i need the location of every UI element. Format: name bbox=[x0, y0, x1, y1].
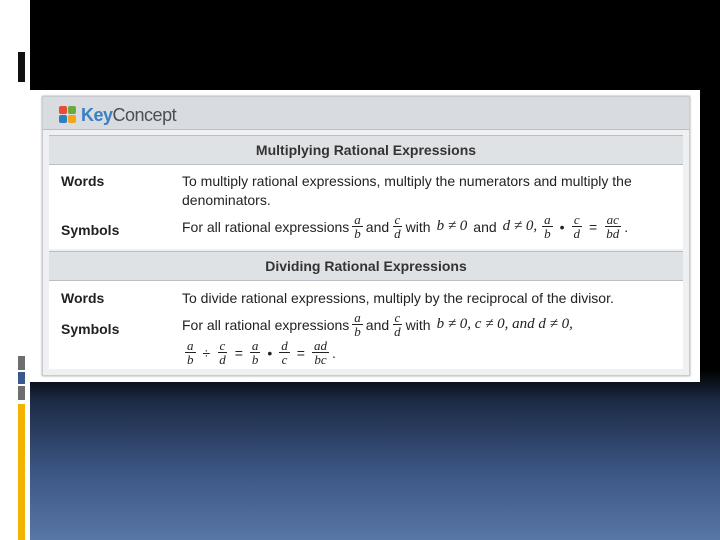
fraction: $\frac{a}{b}$ bbox=[187, 338, 194, 367]
symbols-label: Symbols bbox=[61, 321, 120, 337]
fraction: $\frac{c}{d}$ bbox=[394, 310, 401, 339]
fraction: $\frac{a}{b}$ bbox=[544, 212, 551, 241]
decorative-bar bbox=[18, 386, 25, 400]
brand-title: KeyConcept bbox=[81, 105, 177, 125]
fraction: $\frac{a}{b}$ bbox=[251, 338, 259, 367]
words-text: To multiply rational expressions, multiply the numerators and multiply the denominators. bbox=[182, 173, 632, 208]
fraction: $\frac{a}{b}$ bbox=[354, 212, 361, 241]
symbols-expression: $\frac{a}{b}$ ÷ $\frac{c}{d}$ = $\frac{a}{b}$ • $\frac{d}{c}$ = $\frac{ad}{bc}$ . bbox=[187, 338, 336, 367]
decorative-bar bbox=[18, 372, 25, 384]
symbols-label: Symbols bbox=[61, 222, 120, 238]
fraction: $\frac{c}{d}$ bbox=[573, 212, 581, 241]
section-body-multiplying bbox=[49, 165, 683, 249]
fraction: $\frac{c}{d}$ bbox=[219, 338, 226, 367]
decorative-bar bbox=[18, 356, 25, 370]
section-title-multiplying: Multiplying Rational Expressions bbox=[49, 135, 683, 165]
fraction: $\frac{a}{b}$ bbox=[354, 310, 361, 339]
slide-image bbox=[30, 90, 700, 382]
section-title-dividing: Dividing Rational Expressions bbox=[49, 251, 683, 281]
fraction: $\frac{ac}{bd}$ bbox=[606, 212, 620, 241]
symbols-condition: For all rational expressions $\frac{a}{b}$ and $\frac{c}{d}$ with b ≠ 0, c ≠ 0, and d ≠ 0, bbox=[182, 310, 573, 339]
left-margin-strip bbox=[0, 0, 30, 540]
decorative-bar bbox=[18, 52, 25, 82]
symbols-expression: For all rational expressions $\frac{a}{b}$ and $\frac{c}{d}$ with b ≠ 0 and d ≠ 0, $\frac{a}{b}$ • $\frac{c}{d}$ = $\frac{ac}{bd}$ . bbox=[182, 212, 629, 241]
key-concept-card bbox=[42, 96, 690, 376]
decorative-bar bbox=[18, 404, 25, 540]
words-text: To divide rational expressions, multiply by the reciprocal of the divisor. bbox=[182, 290, 614, 306]
words-label: Words bbox=[61, 173, 105, 189]
fraction: $\frac{d}{c}$ bbox=[281, 338, 288, 367]
fraction: $\frac{c}{d}$ bbox=[394, 212, 401, 241]
card-header bbox=[43, 97, 689, 130]
section-body-dividing bbox=[49, 281, 683, 369]
keyconcept-logo-icon bbox=[59, 106, 77, 124]
fraction: $\frac{ad}{bc}$ bbox=[313, 338, 327, 367]
words-label: Words bbox=[61, 290, 105, 306]
